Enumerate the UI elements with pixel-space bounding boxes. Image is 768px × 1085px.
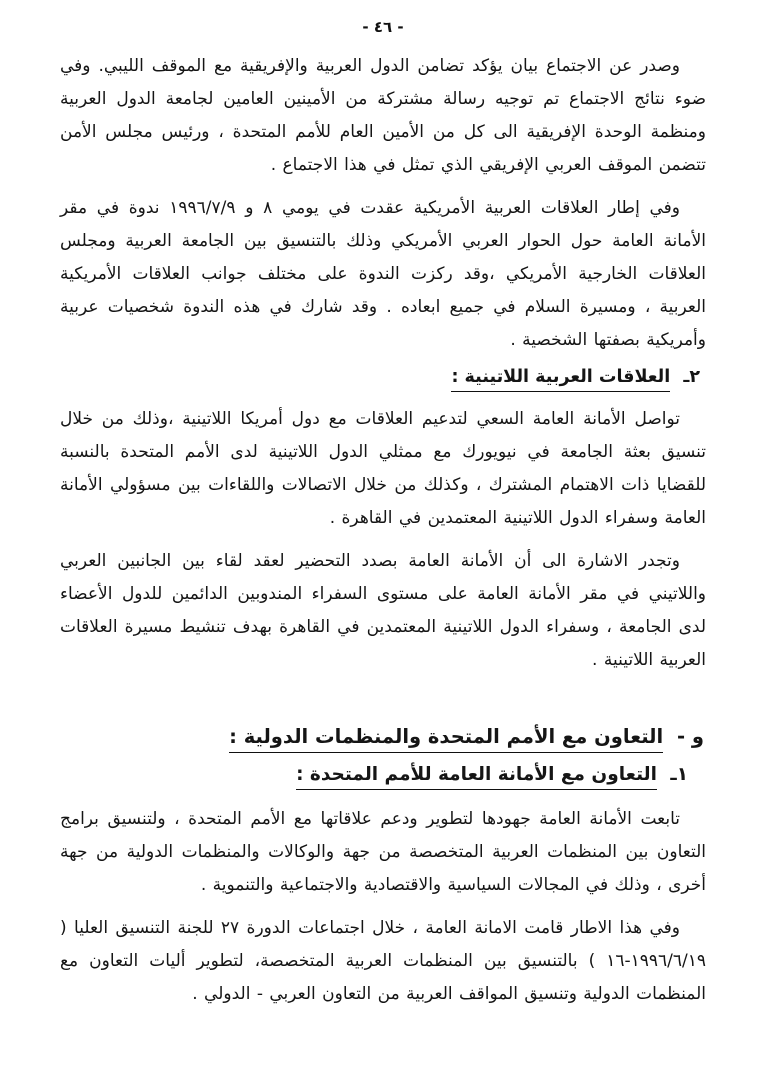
paragraph-un-efforts: تابعت الأمانة العامة جهودها لتطوير ودعم علاقاتها مع الأمم المتحدة ، ولتنسيق برامج التعاون بين المنظمات العربية المتخصصة من جهة والوكالات والمنظمات الدولية من جهة أخرى ، وذلك في المجالات السياسية والاقتصادية والاجتماعية والتنموية .	[60, 809, 706, 895]
heading-un-secretariat	[60, 764, 706, 785]
heading-arab-latin-marker: ٢ـ	[683, 367, 700, 387]
heading-un-cooperation	[60, 725, 706, 748]
heading-un-secretariat-marker: ١ـ	[670, 764, 688, 785]
paragraph-arab-american-seminar: وفي إطار العلاقات العربية الأمريكية عقدت في يومي ٨ و ١٩٩٦/٧/٩ ندوة في مقر الأمانة العامة حول الحوار العربي الأمريكي وذلك بالتنسيق بين الجامعة العربية ومجلس العلاقات الخارجية الأمريكي ،وقد ركزت الندوة على مختلف جوانب العلاقات الأمريكية العربية ، ومسيرة السلام في جميع ابعاده . وقد شارك في هذه الندوة شخصيات عربية وأمريكية بصفتها الشخصية .	[60, 198, 706, 350]
heading-un-secretariat-title: التعاون مع الأمانة العامة للأمم المتحدة :	[296, 764, 657, 790]
paragraph-summit-statement: وصدر عن الاجتماع بيان يؤكد تضامن الدول العربية والإفريقية مع الموقف الليبي. وفي ضوء نتائج الاجتماع تم توجيه رسالة مشتركة من الأمينين العامين لجامعة الدول العربية ومنظمة الوحدة الإفريقية الى كل من الأمين العام للأمم المتحدة ، ورئيس مجلس الأمن تتضمن الموقف العربي الإفريقي الذي تمثل في هذا الاجتماع .	[60, 56, 706, 175]
paragraph-latin-relations: تواصل الأمانة العامة السعي لتدعيم العلاقات مع دول أمريكا اللاتينية ،وذلك من خلال تنسيق بعثة الجامعة في نيويورك مع ممثلي الدول اللاتينية لدى الأمم المتحدة بالنسبة للقضايا ذات الاهتمام المشترك ، وكذلك من خلال الاتصالات واللقاءات بين مسؤولي الأمانة العامة وسفراء الدول اللاتينية المعتمدين في القاهرة .	[60, 409, 706, 528]
heading-un-cooperation-title: التعاون مع الأمم المتحدة والمنظمات الدولية :	[229, 725, 663, 753]
page-number: - ٤٦ -	[362, 18, 404, 36]
heading-arab-latin-relations	[60, 367, 706, 387]
heading-arab-latin-title: العلاقات العربية اللاتينية :	[451, 367, 670, 392]
heading-un-cooperation-marker: و -	[676, 725, 704, 748]
paragraph-latin-meeting: وتجدر الاشارة الى أن الأمانة العامة بصدد التحضير لعقد لقاء بين الجانبين العربي واللاتيني في مقر الأمانة العامة على مستوى السفراء المندوبين الدائمين للدول الأعضاء لدى الجامعة ، وسفراء الدول اللاتينية المعتمدين في القاهرة بهدف تنشيط مسيرة العلاقات العربية اللاتينية .	[60, 551, 706, 670]
paragraph-coordination-session: وفي هذا الاطار قامت الامانة العامة ، خلال اجتماعات الدورة ٢٧ للجنة التنسيق العليا ( ١٩٩٦/٦/١٩-١٦ ) بالتنسيق بين المنظمات العربية المتخصصة، لتطوير أليات التعاون مع المنظمات الدولية وتنسيق المواقف العربية من التعاون العربي - الدولي .	[60, 918, 706, 1004]
